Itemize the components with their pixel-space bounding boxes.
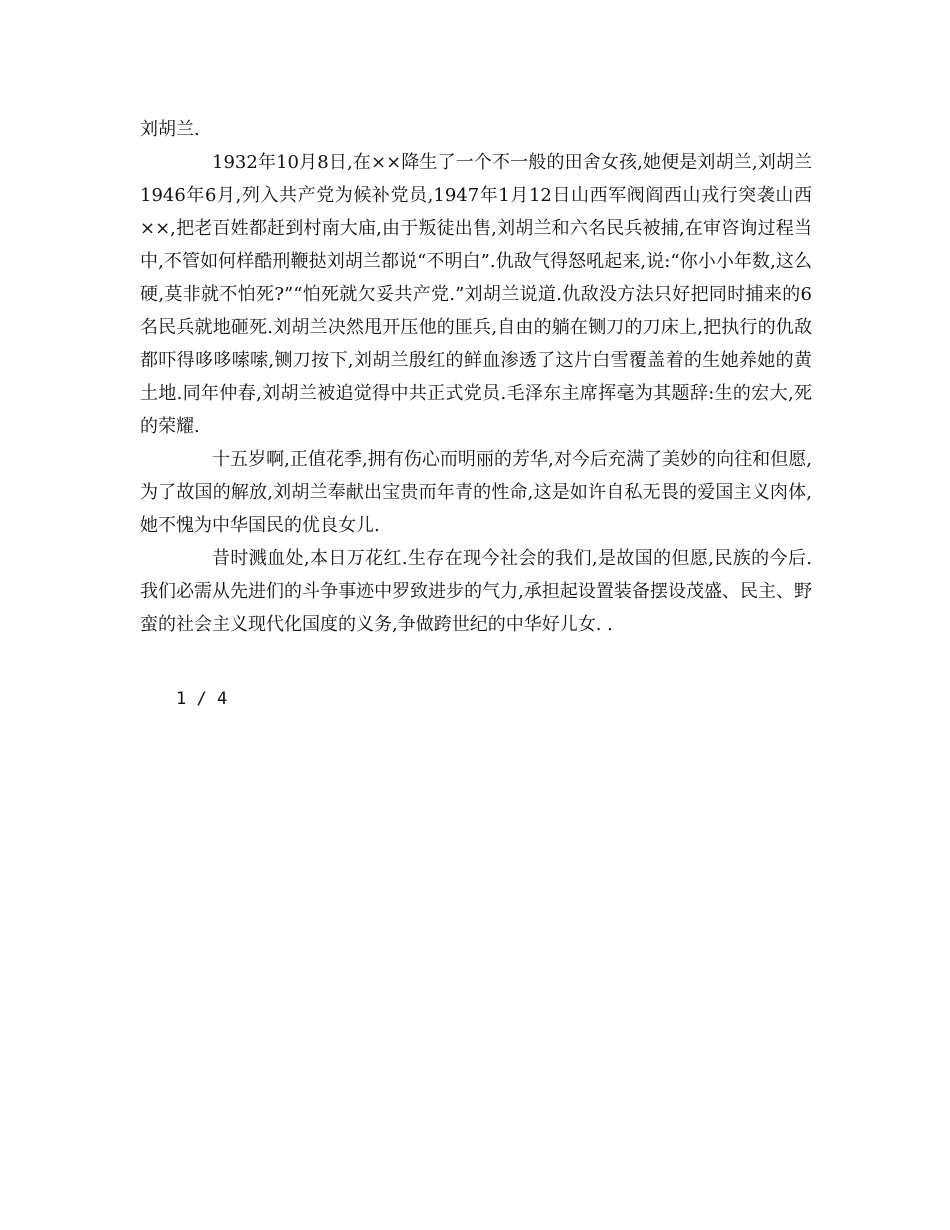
document-body — [140, 113, 812, 641]
page-number: 1 / 4 — [176, 689, 228, 709]
paragraph-2: 1932年10月8日,在××降生了一个不一般的田舍女孩,她便是刘胡兰,刘胡兰1946年6月,列入共产党为候补党员,1947年1月12日山西军阀阎西山戎行突袭山西××,把老百姓都赶到村南大庙,由于叛徒出售,刘胡兰和六名民兵被捕,在审咨询过程当中,不管如何样酷刑鞭挞刘胡兰都说“不明白”.仇敌气得怒吼起来,说:“你小小年数,这么硬,莫非就不怕死?”“怕死就欠妥共产党.”刘胡兰说道.仇敌没方法只好把同时捕来的6名民兵就地砸死.刘胡兰决然甩开压他的匪兵,自由的躺在铡刀的刀床上,把执行的仇敌都吓得哆哆嗦嗦,铡刀按下,刘胡兰殷红的鲜血渗透了这片白雪覆盖着的生她养她的黄土地.同年仲春,刘胡兰被追觉得中共正式党员.毛泽东主席挥毫为其题辞:生的宏大,死的荣耀. — [140, 152, 812, 437]
paragraph-1: 刘胡兰. — [140, 119, 200, 140]
paragraph-3: 十五岁啊,正值花季,拥有伤心而明丽的芳华,对今后充满了美妙的向往和但愿,为了故国的解放,刘胡兰奉献出宝贵而年青的性命,这是如许自私无畏的爱国主义肉体,她不愧为中华国民的优良女儿. — [140, 449, 812, 536]
paragraph-4: 昔时溅血处,本日万花红.生存在现今社会的我们,是故国的但愿,民族的今后.我们必需从先进们的斗争事迹中罗致进步的气力,承担起设置装备摆设茂盛、民主、野蛮的社会主义现代化国度的义务,争做跨世纪的中华好儿女. . — [140, 548, 812, 635]
